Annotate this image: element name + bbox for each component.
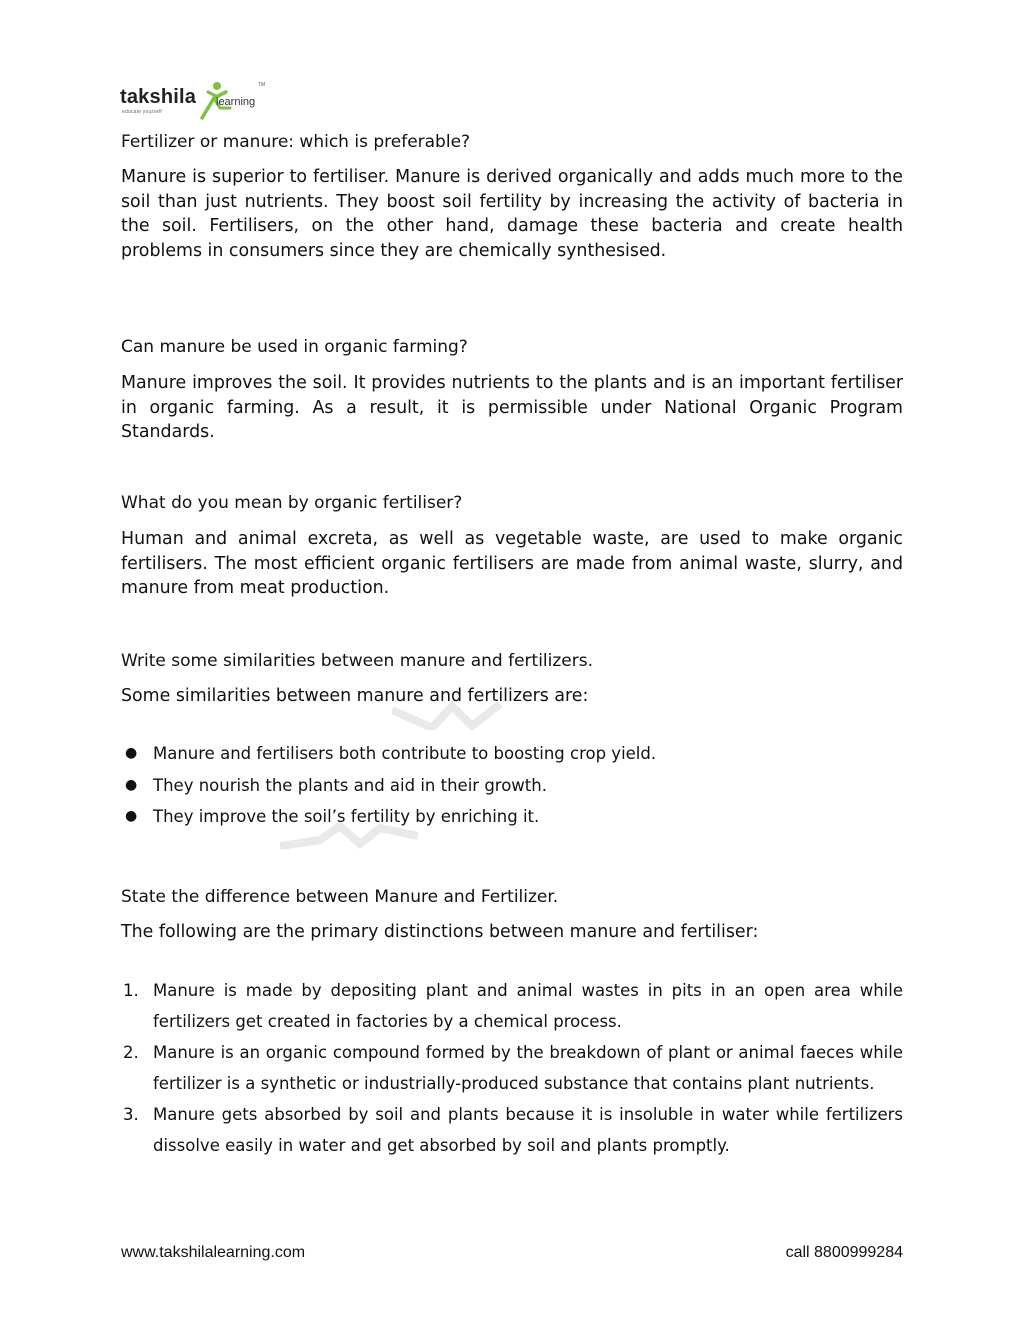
section-body: Manure is superior to fertiliser. Manure is derived organically and adds much more to the soil than just nutrients. They boost soil fertility by increasing the activity of bacteria in the soil. Fertilisers, on the other hand, damage these bacteria and create health problems in consumers since they are chemically synthesised. [121,167,903,261]
section-body: Human and animal excreta, as well as vegetable waste, are used to make organic fertilisers. The most efficient organic fertilisers are made from animal waste, slurry, and manure from meat production. [121,529,903,598]
list-item [121,801,903,833]
section-body: Some similarities between manure and fertilizers are: [121,686,589,706]
section-heading: State the difference between Manure and Fertilizer. [121,887,559,907]
section-body: The following are the primary distinctions between manure and fertiliser: [121,922,759,942]
footer-phone: call 8800999284 [785,1244,903,1261]
list-number: 3. [123,1105,139,1124]
list-item [121,770,903,802]
section-body: Manure improves the soil. It provides nutrients to the plants and is an important fertiliser in organic farming. As a result, it is permissible under National Organic Program Standards. [121,373,903,442]
list-item-text: Manure is an organic compound formed by the breakdown of plant or animal faeces while fertilizer is a synthetic or industrially-produced substance that contains plant nutrients. [153,1043,903,1093]
list-number: 2. [123,1043,139,1062]
list-number: 1. [123,981,139,1000]
takshila-logo [120,78,270,128]
logo-tagline: educate yourself [122,109,162,115]
logo-trademark: TM [258,82,266,88]
logo-learning-text: learning [216,96,256,108]
section-heading: Fertilizer or manure: which is preferable? [121,132,471,152]
bullet-icon: ● [125,776,138,793]
section-heading: What do you mean by organic fertiliser? [121,493,463,513]
list-item-text: Manure is made by depositing plant and animal wastes in pits in an open area while fertilizers get created in factories by a chemical process. [153,981,903,1031]
list-item-text: Manure and fertilisers both contribute to boosting crop yield. [153,744,657,763]
footer-website[interactable]: www.takshilalearning.com [121,1244,306,1261]
list-item [121,1037,903,1099]
bullet-icon: ● [125,808,138,824]
list-item [121,975,903,1037]
logo-brand-text: takshila [120,86,197,108]
bullet-icon: ● [125,745,138,761]
list-item-text: They improve the soil’s fertility by enriching it. [153,807,540,826]
differences-list [121,975,903,1161]
list-item-text: Manure gets absorbed by soil and plants because it is insoluble in water while fertilizers dissolve easily in water and get absorbed by soil and plants promptly. [153,1105,903,1155]
list-item-text: They nourish the plants and aid in their growth. [153,775,547,795]
similarities-list [121,738,903,833]
list-item [121,1099,903,1161]
section-heading: Write some similarities between manure and fertilizers. [121,651,593,671]
list-item [121,738,903,770]
section-heading: Can manure be used in organic farming? [121,337,468,357]
